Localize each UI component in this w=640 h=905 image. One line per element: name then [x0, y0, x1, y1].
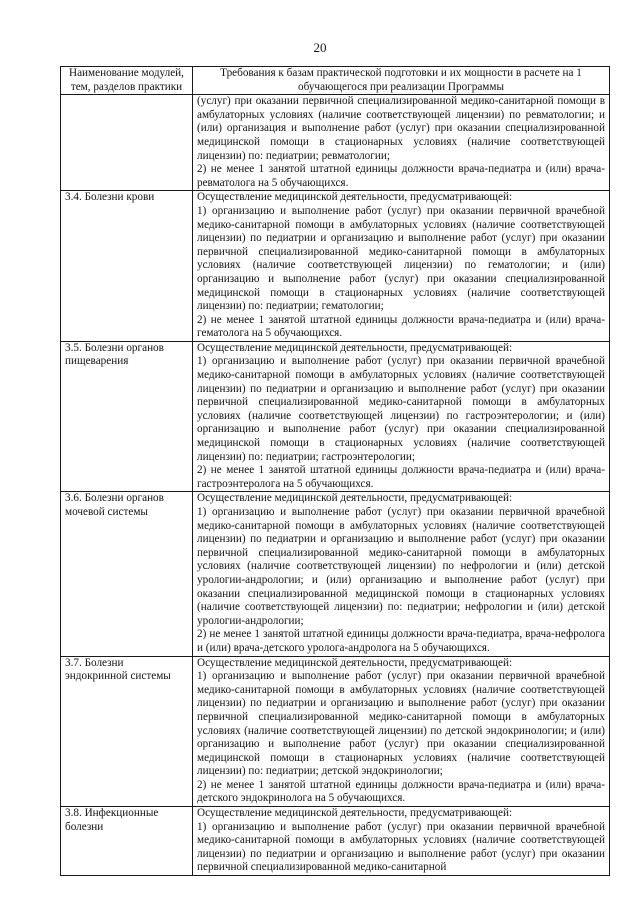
table-header-row — [61, 67, 610, 95]
requirement-paragraph: 1) организацию и выполнение работ (услуг) при оказании первичной врачебной медико-санитарной помощи в амбулаторных условиях (наличие соответствующей лицензии) по педиатрии и организацию и выполнение работ (услуг) при оказании первичной специализированной медико-санитарной помощи в амбулаторных условиях (наличие соответствующей лицензии) по гематологии; и (или) организацию и выполнение работ (услуг) при оказании специализированной медицинской помощи в стационарных условиях (наличие соответствующей лицензии) по: педиатрии; гематологии; — [197, 204, 605, 313]
header-module-name: Наименование модулей, тем, разделов практики — [61, 67, 193, 95]
requirement-paragraph: 2) не менее 1 занятой штатной единицы должности врача-педиатра и (или) врача-гастроэнтеролога на 5 обучающихся. — [197, 464, 605, 490]
requirements-table — [60, 66, 610, 876]
requirements-cell — [193, 656, 610, 807]
table-row — [61, 341, 610, 492]
requirement-paragraph: Осуществление медицинской деятельности, предусматривающей: — [197, 341, 513, 354]
table-row — [61, 95, 610, 191]
requirement-paragraph: 2) не менее 1 занятой штатной единицы должности врача-педиатра и (или) врача-гематолога на 5 обучающихся. — [197, 313, 605, 340]
table-row — [61, 807, 610, 876]
requirement-paragraph: 2) не менее 1 занятой штатной единицы должности врача-педиатра и (или) врача-ревматолога на 5 обучающихся. — [197, 163, 605, 189]
requirement-paragraph: Осуществление медицинской деятельности, предусматривающей: — [197, 191, 513, 204]
module-name-cell: 3.4. Болезни крови — [61, 191, 193, 342]
module-name-cell — [61, 95, 193, 191]
requirement-paragraph: 1) организацию и выполнение работ (услуг) при оказании первичной врачебной медико-санитарной помощи в амбулаторных условиях (наличие соответствующей лицензии) по педиатрии и организацию и выполнение работ (услуг) при оказании первичной специализированной медико-санитарной — [197, 820, 605, 874]
module-name-cell: 3.7. Болезни эндокринной системы — [61, 656, 193, 807]
header-requirements: Требования к базам практической подготовки и их мощности в расчете на 1 обучающегося при реализации Программы — [193, 67, 610, 95]
table-row — [61, 191, 610, 342]
requirements-cell — [193, 492, 610, 656]
requirements-cell — [193, 341, 610, 492]
requirements-cell — [193, 95, 610, 191]
table-row — [61, 492, 610, 656]
module-name-cell: 3.8. Инфекционные болезни — [61, 807, 193, 876]
requirement-paragraph: 1) организацию и выполнение работ (услуг) при оказании первичной врачебной медико-санитарной помощи в амбулаторных условиях (наличие соответствующей лицензии) по педиатрии и организацию и выполнение работ (услуг) при оказании первичной специализированной медико-санитарной помощи в амбулаторных условиях (наличие соответствующей лицензии) по нефрологии и (или) детской урологии-андрологии; и (или) организацию и выполнение работ (услуг) при оказании специализированной медицинской помощи в стационарных условиях (наличие соответствующей лицензии) по: педиатрии; нефрологии и (или) детской урологии-андрологии; — [197, 506, 605, 627]
requirement-paragraph: 1) организацию и выполнение работ (услуг) при оказании первичной врачебной медико-санитарной помощи в амбулаторных условиях (наличие соответствующей лицензии) по педиатрии и организацию и выполнение работ (услуг) при оказании первичной специализированной медико-санитарной помощи в амбулаторных условиях (наличие соответствующей лицензии) по гастроэнтерологии; и (или) организацию и выполнение работ (услуг) при оказании специализированной медицинской помощи в стационарных условиях (наличие соответствующей лицензии) по: педиатрии; гастроэнтерологии; — [197, 355, 605, 463]
requirement-paragraph: Осуществление медицинской деятельности, предусматривающей: — [197, 656, 513, 669]
page-number: 20 — [313, 40, 327, 55]
requirement-paragraph: 2) не менее 1 занятой штатной единицы должности врача-педиатра, врача-нефролога и (или) врача-детского уролога-андролога на 5 обучающихся. — [197, 628, 605, 654]
module-name-cell: 3.5. Болезни органов пищеварения — [61, 341, 193, 492]
table-row — [61, 656, 610, 807]
requirement-paragraph: Осуществление медицинской деятельности, предусматривающей: — [197, 492, 513, 505]
requirement-paragraph: 1) организацию и выполнение работ (услуг) при оказании первичной врачебной медико-санитарной помощи в амбулаторных условиях (наличие соответствующей лицензии) по педиатрии и организацию и выполнение работ (услуг) при оказании первичной специализированной медико-санитарной помощи в амбулаторных условиях (наличие соответствующей лицензии) по детской эндокринологии; и (или) организацию и выполнение работ (услуг) при оказании специализированной медицинской помощи в стационарных условиях (наличие соответствующей лицензии) по: педиатрии; детской эндокринологии; — [197, 670, 605, 778]
requirements-cell — [193, 191, 610, 342]
module-name-cell: 3.6. Болезни органов мочевой системы — [61, 492, 193, 656]
requirement-paragraph: 2) не менее 1 занятой штатной единицы должности врача-педиатра и (или) врача-детского эндокринолога на 5 обучающихся. — [197, 778, 605, 805]
requirement-paragraph: Осуществление медицинской деятельности, предусматривающей: — [197, 807, 513, 820]
requirement-paragraph: (услуг) при оказании первичной специализированной медико-санитарной помощи в амбулаторных условиях (наличие соответствующей лицензии) по ревматологии; и (или) организация и выполнение работ (услуг) при оказании специализированной медицинской помощи в стационарных условиях (наличие соответствующей лицензии) по: педиатрии; ревматологии; — [197, 95, 605, 162]
requirements-cell — [193, 807, 610, 876]
